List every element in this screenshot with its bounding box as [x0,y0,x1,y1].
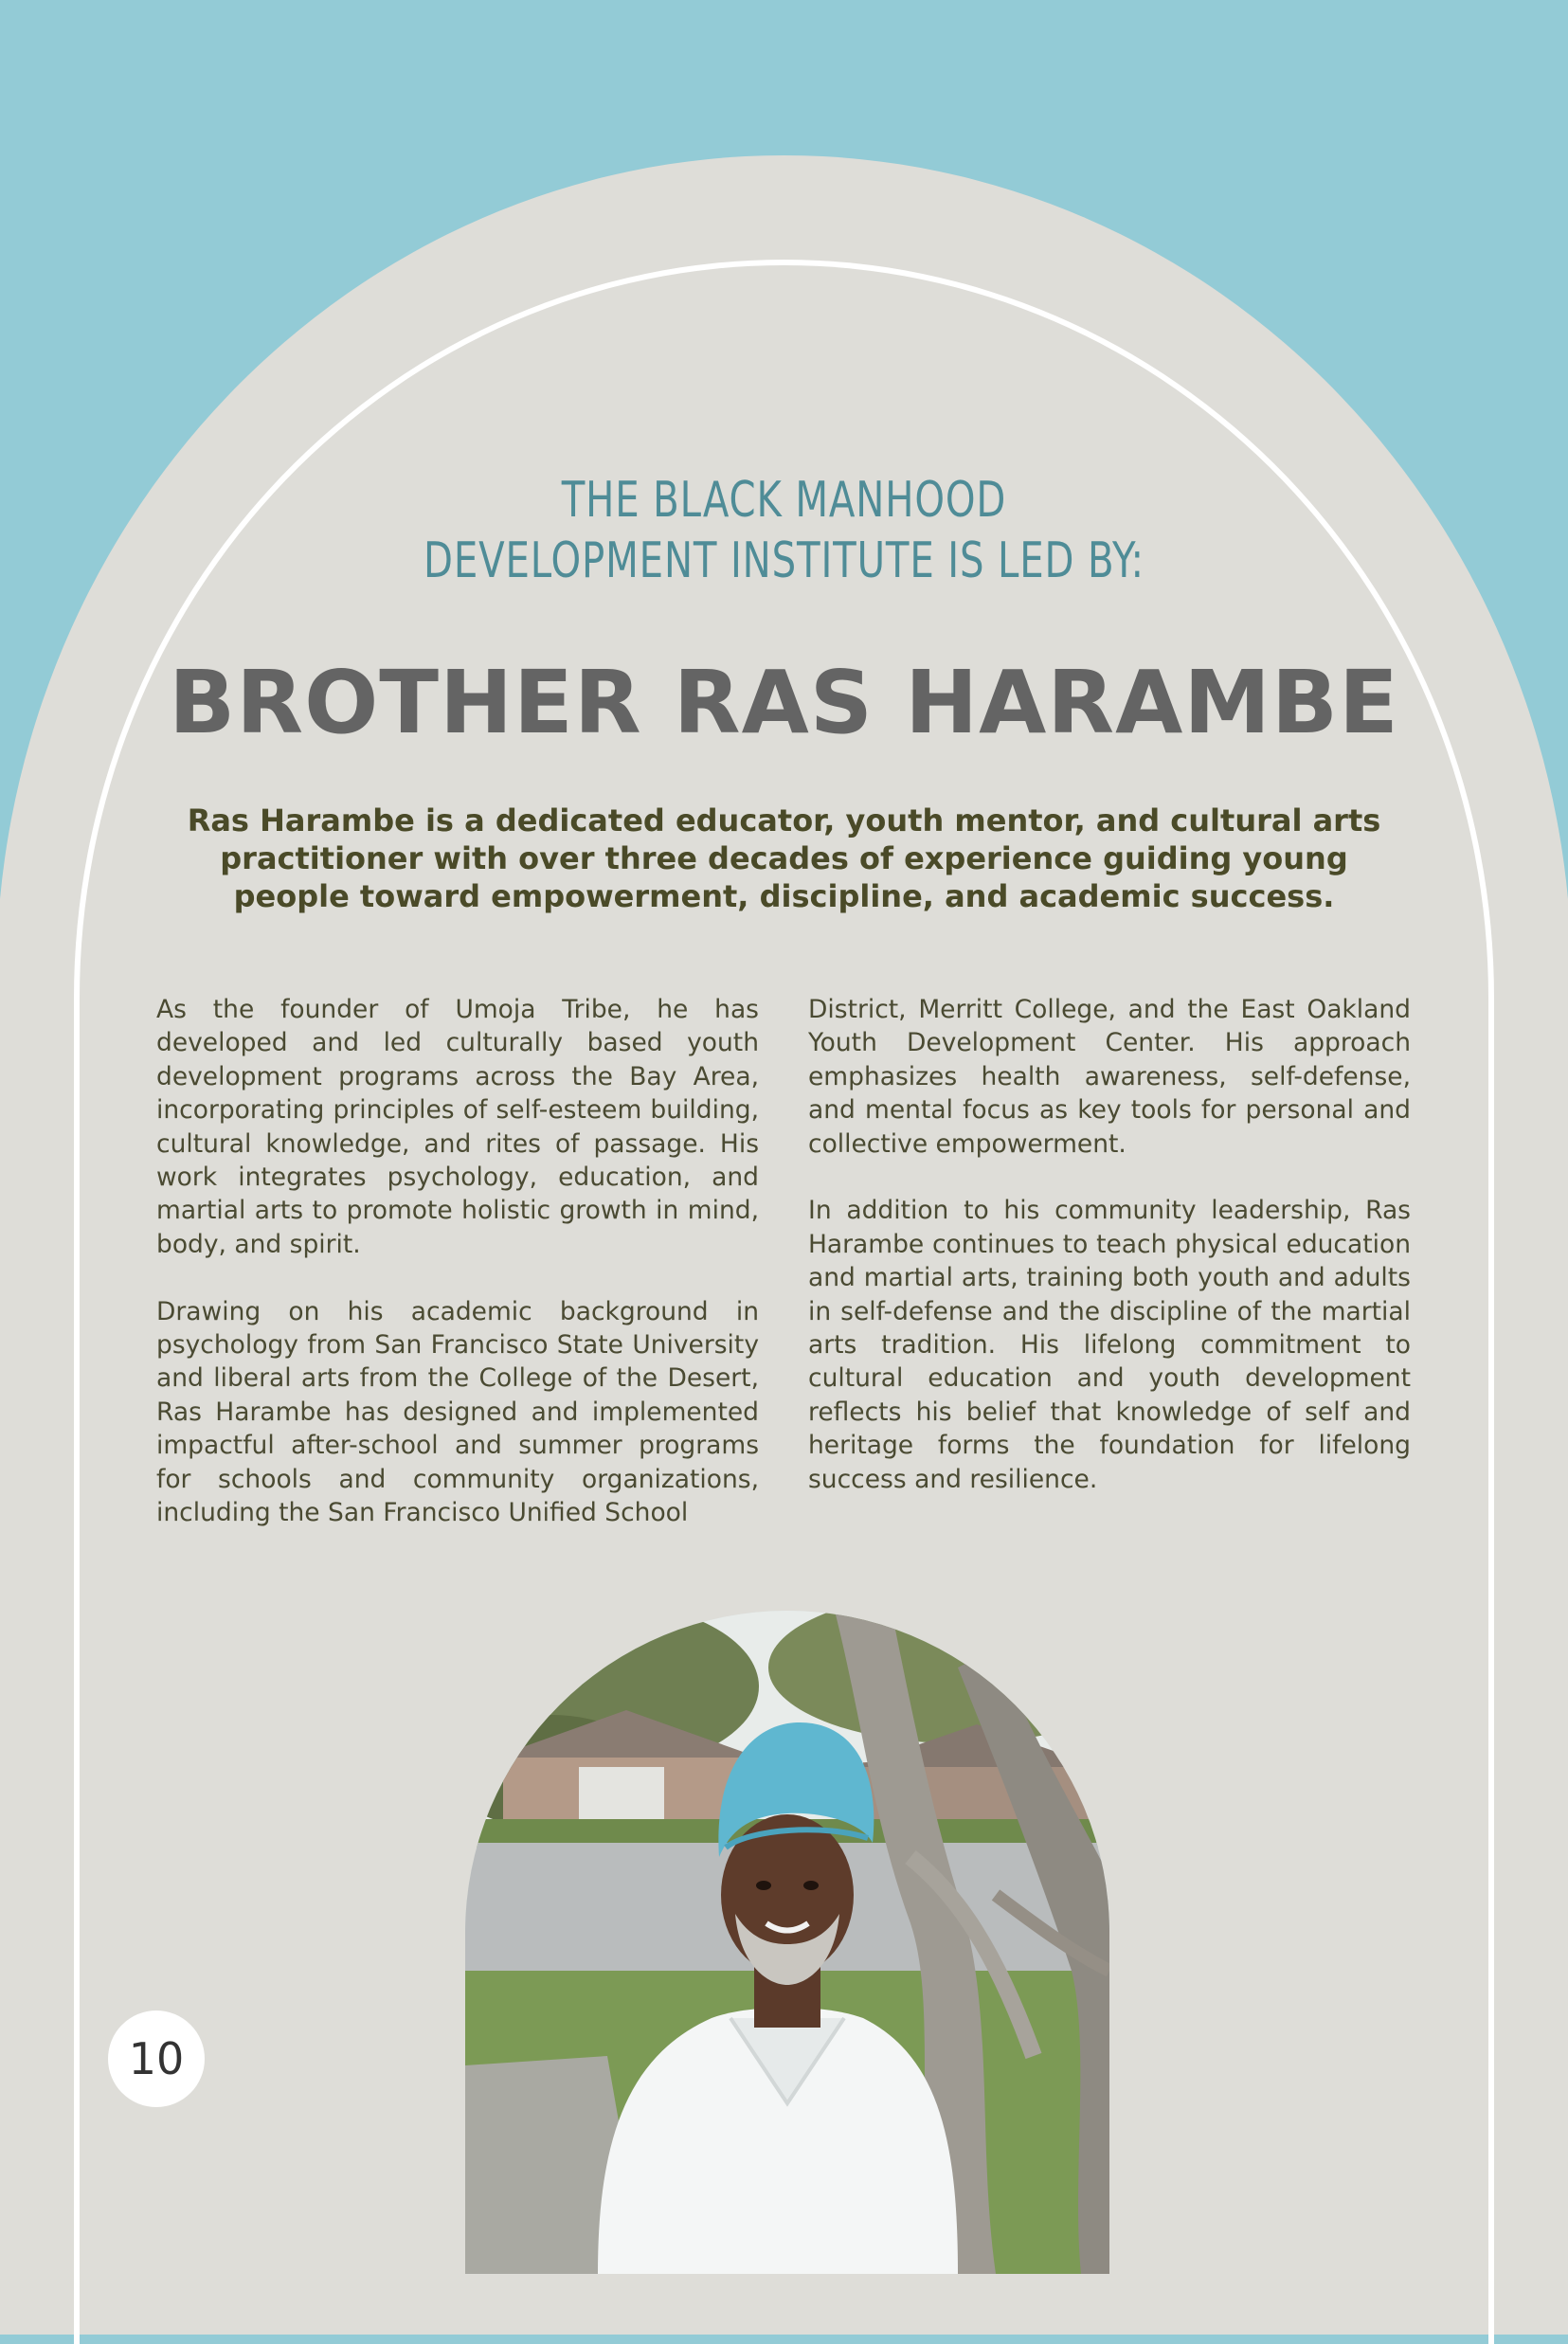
page-number-badge: 10 [108,2010,205,2107]
body-paragraph: Drawing on his academic background in psychology from San Francisco State University and liberal arts from the College of the Desert, Ras Harambe has designed and implemented impactful after-school and summer programs for schools and community organizations, including the San Francisco Unified School [156,1296,759,1528]
portrait-photo [465,1611,1109,2274]
portrait-illustration [465,1611,1109,2274]
lead-paragraph: Ras Harambe is a dedicated educator, youth mentor, and cultural arts practitioner with over three decades of experience guiding young people toward empowerment, discipline, and academic success. [187,802,1381,914]
body-column-left [156,993,759,1563]
kicker-heading: THE BLACK MANHOOD DEVELOPMENT INSTITUTE IS LED BY: [424,472,1144,589]
body-paragraph: As the founder of Umoja Tribe, he has developed and led culturally based youth development programs across the Bay Area, incorporating principles of self-esteem building, cultural knowledge, and rites of passage. His work integrates psychology, education, and martial arts to promote holistic growth in mind, body, and spirit. [156,995,759,1259]
leader-name: BROTHER RAS HARAMBE [169,652,1399,753]
body-paragraph: In addition to his community leadership, Ras Harambe continues to teach physical education and martial arts, training both youth and adults in self-defense and the discipline of the martial arts tradition. His lifelong commitment to cultural education and youth development reflects his belief that knowledge of self and heritage forms the foundation for lifelong success and resilience. [808,1196,1411,1494]
body-column-right [808,993,1411,1529]
body-paragraph: District, Merritt College, and the East Oakland Youth Development Center. His approach emphasizes health awareness, self-defense, and mental focus as key tools for personal and collective empowerment. [808,995,1411,1159]
